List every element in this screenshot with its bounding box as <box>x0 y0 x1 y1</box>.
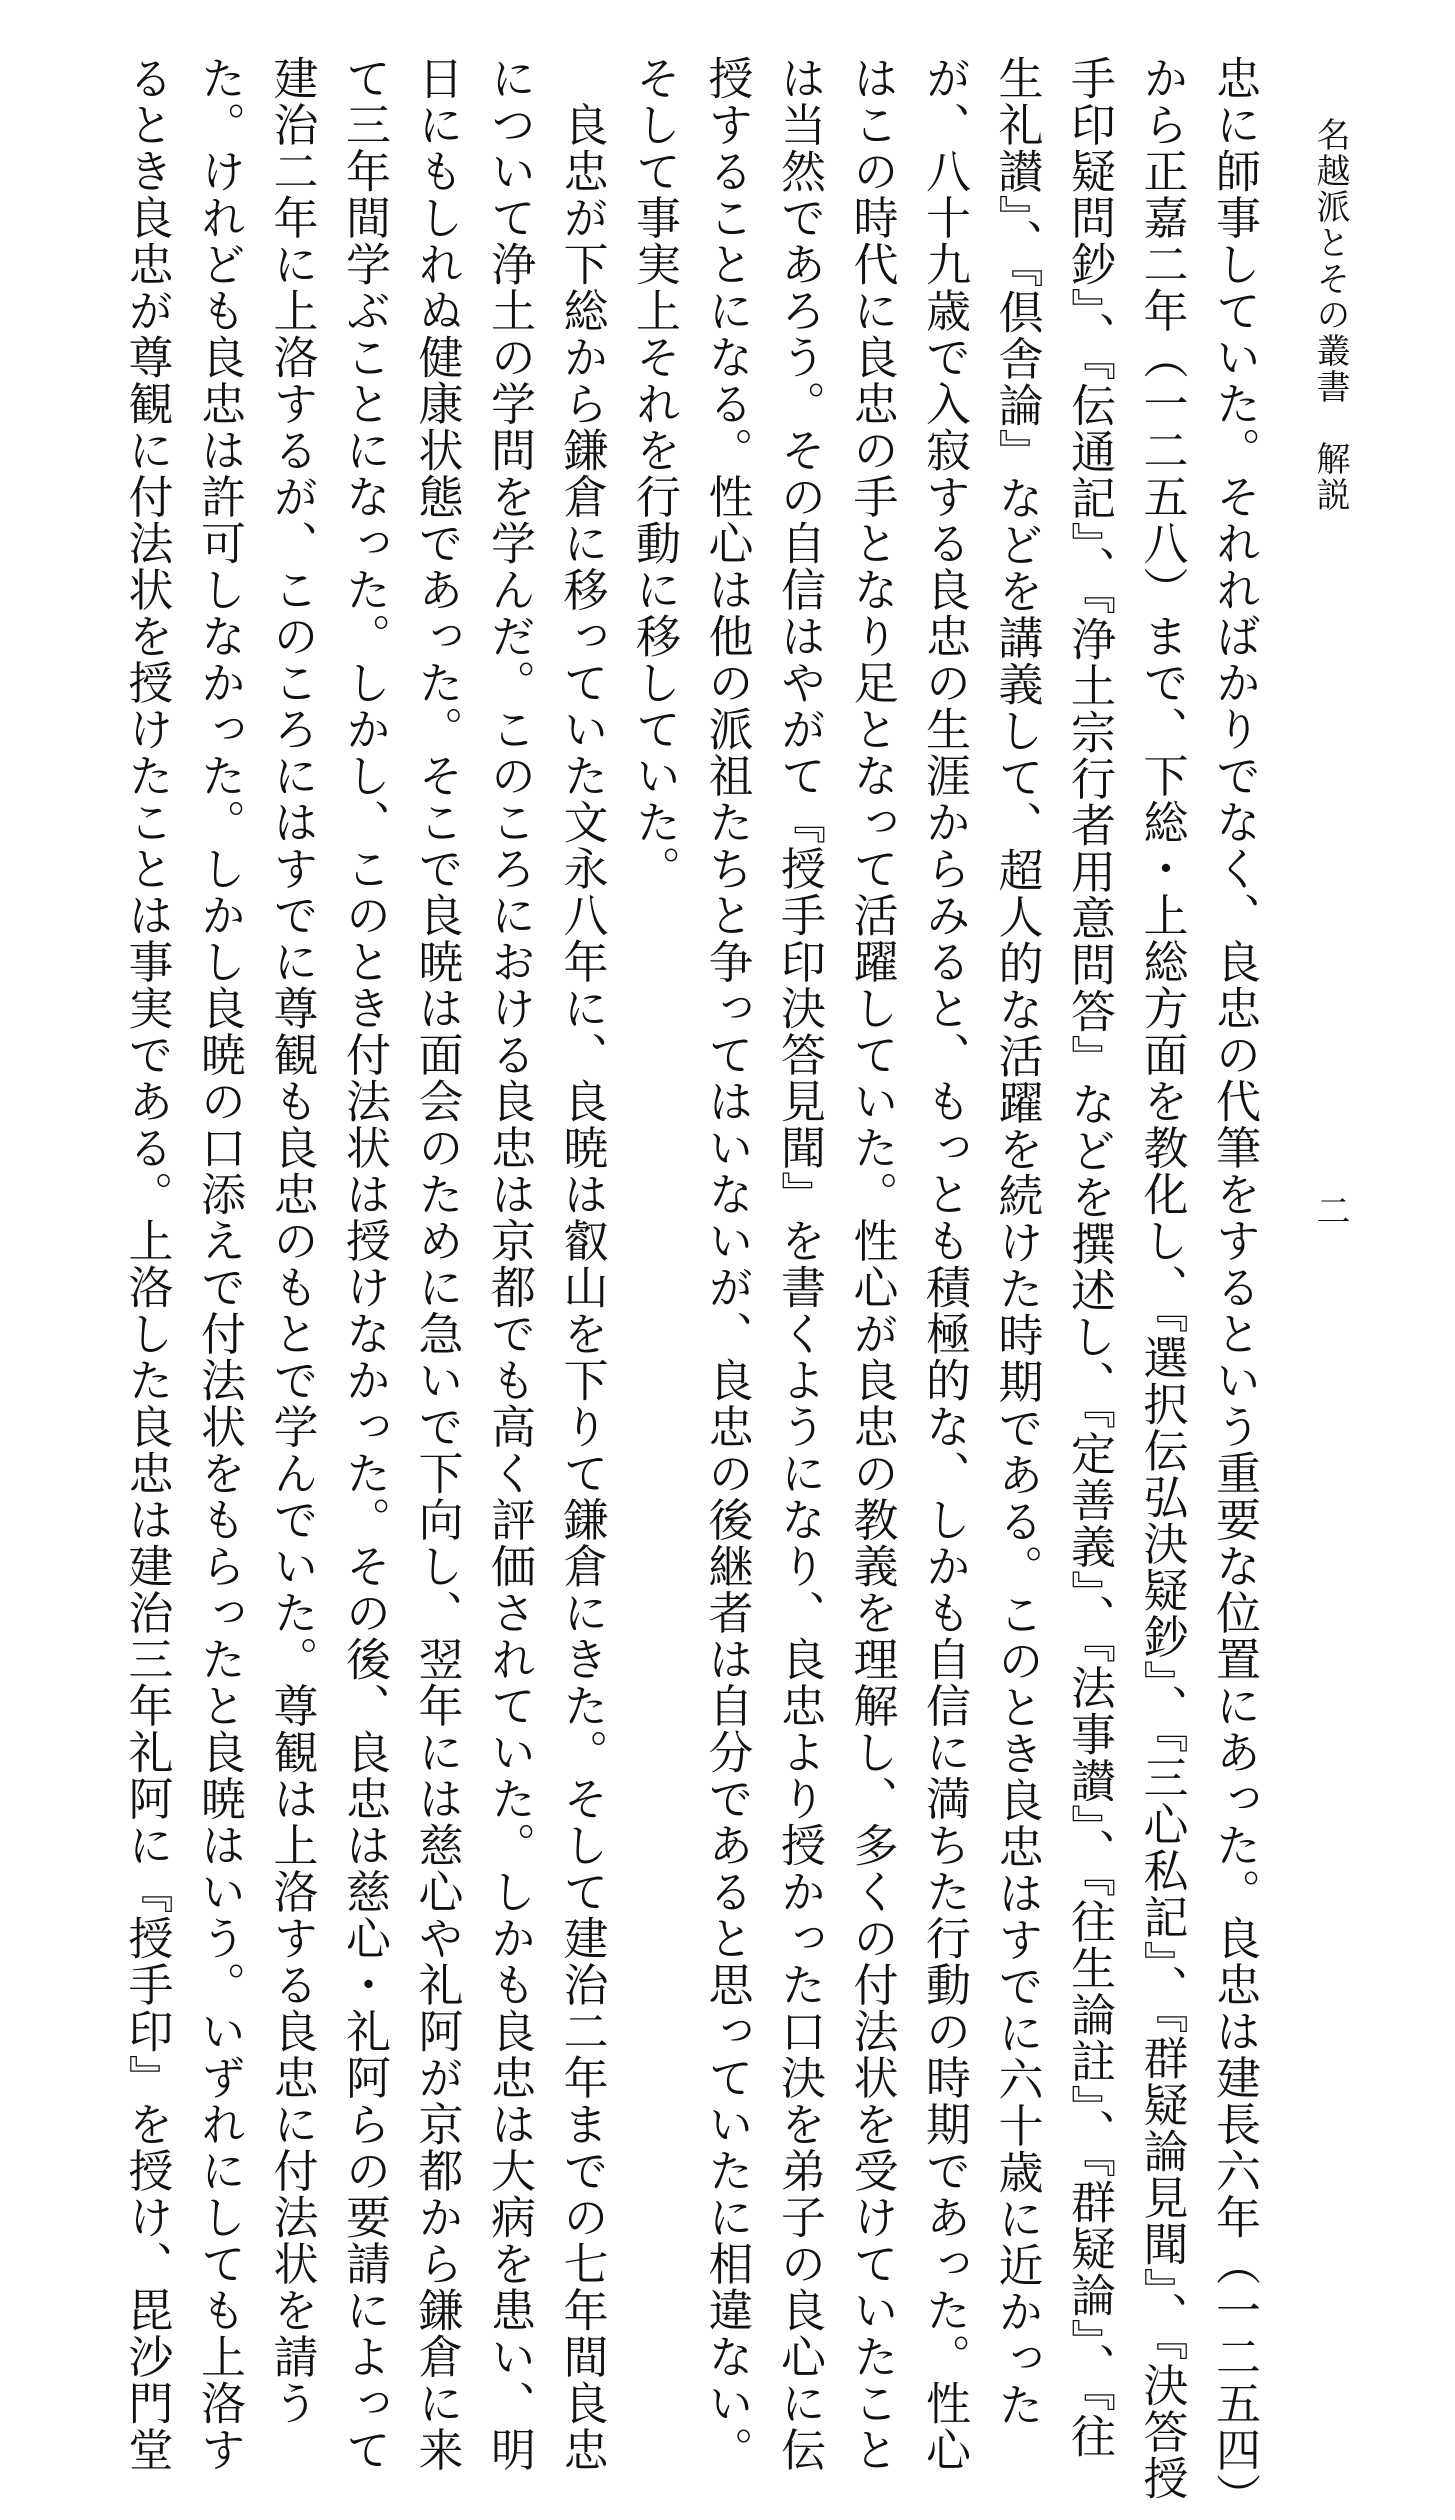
text-line: から正嘉二年（一二五八）まで、下総・上総方面を教化し、『選択伝弘決疑鈔』、『三心私記』、『群疑論見聞』、『決答授 <box>1135 55 1189 2502</box>
text-line: るとき良忠が尊観に付法状を授けたことは事実である。上洛した良忠は建治三年礼阿に『授手印』を授け、毘沙門堂 <box>120 55 174 2473</box>
text-line: が、八十九歳で入寂する良忠の生涯からみると、もっとも積極的な、しかも自信に満ちた行動の時期であった。性心 <box>918 55 971 2473</box>
text-line: て三年間学ぶことになった。しかし、このとき付法状は授けなかった。その後、良忠は慈心・礼阿らの要請によって <box>338 55 391 2473</box>
text-line: そして事実上それを行動に移していた。 <box>628 55 681 892</box>
text-line: 生礼讃』、『倶舎論』などを講義して、超人的な活躍を続けた時期である。このとき良忠はすでに六十歳に近かった <box>990 55 1044 2428</box>
text-line: 建治二年に上洛するが、このころにはすでに尊観も良忠のもとで学んでいた。尊観は上洛する良忠に付法状を請う <box>265 55 319 2427</box>
body-text <box>110 55 1270 2520</box>
text-line: 良忠が下総から鎌倉に移っていた文永八年に、良暁は叡山を下りて鎌倉にきた。そして建治二年までの七年間良忠 <box>555 55 609 2473</box>
text-line: 忠に師事していた。それればかりでなく、良忠の代筆をするという重要な位置にあった。良忠は建長六年（一二五四） <box>1208 55 1261 2520</box>
text-line: 授することになる。性心は他の派祖たちと争ってはいないが、良忠の後継者は自分であると思っていたに相違ない。 <box>700 55 754 2473</box>
running-header: 名越派とその叢書 解説 <box>1310 117 1350 513</box>
text-line: た。けれども良忠は許可しなかった。しかし良暁の口添えで付法状をもらったと良暁はいう。いずれにしても上洛す <box>193 55 246 2473</box>
text-line: について浄土の学問を学んだ。このころにおける良忠は京都でも高く評価されていた。しかも良忠は大病を患い、明 <box>483 55 536 2473</box>
text-line: 日にもしれぬ健康状態であった。そこで良暁は面会のために急いで下向し、翌年には慈心や礼阿が京都から鎌倉に来 <box>410 55 464 2473</box>
text-line: は当然であろう。その自信はやがて『授手印決答見聞』を書くようになり、良忠より授かった口決を弟子の良心に伝 <box>773 55 826 2473</box>
text-line: はこの時代に良忠の手となり足となって活躍していた。性心が良忠の教義を理解し、多くの付法状を受けていたこと <box>845 55 899 2473</box>
text-line: 手印疑問鈔』、『伝通記』、『浄土宗行者用意問答』などを撰述し、『定善義』、『法事讃』、『往生論註』、『群疑論』、『往 <box>1063 55 1116 2460</box>
page-number: 二 <box>1310 1193 1350 1227</box>
